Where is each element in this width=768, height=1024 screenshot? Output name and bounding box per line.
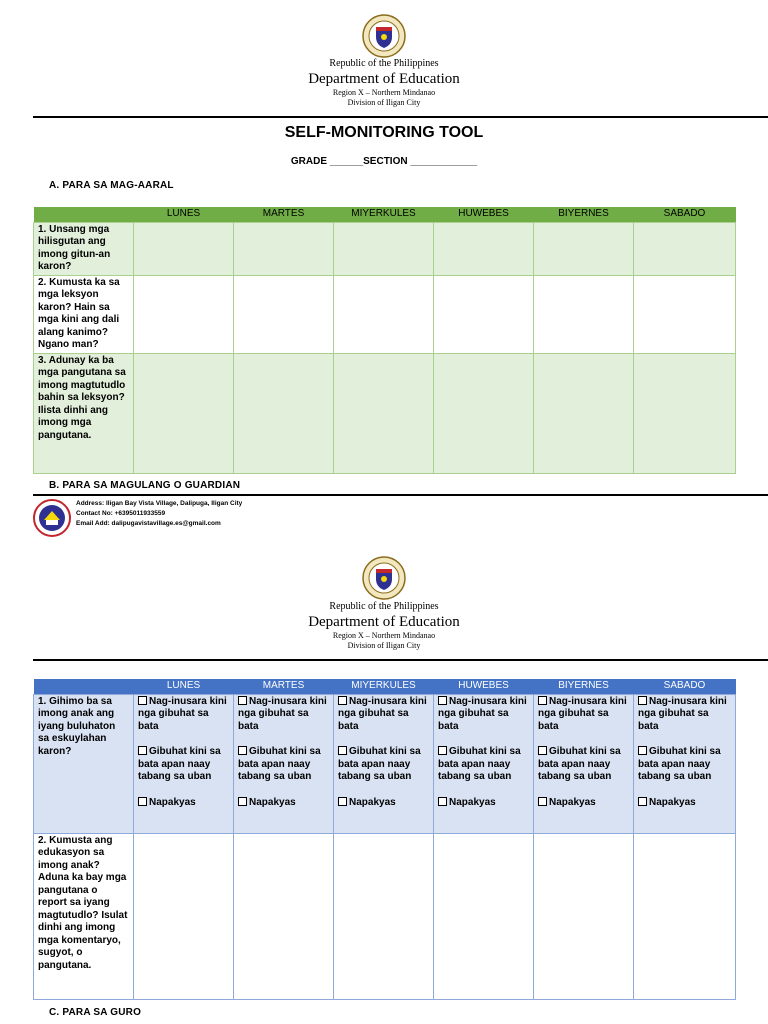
- option-label: Napakyas: [449, 796, 496, 808]
- option-item: [238, 746, 329, 784]
- checkbox[interactable]: [338, 696, 347, 705]
- option-label: Nag-inusara kini nga gibuhat sa bata: [238, 695, 327, 732]
- options-cell: [234, 694, 334, 833]
- options-cell: [634, 694, 736, 833]
- answer-cell[interactable]: [134, 353, 234, 473]
- day-header: MIYERKULES: [334, 679, 434, 694]
- option-item: [438, 797, 529, 810]
- school-logo-icon: [33, 499, 71, 537]
- answer-cell[interactable]: [334, 275, 434, 353]
- region-text: Region X – Northern Mindanao: [332, 88, 436, 97]
- question-cell: 1. Gihimo ba sa imong anak ang iyang buluhaton sa eskuylahan karon?: [34, 694, 134, 833]
- answer-cell[interactable]: [634, 275, 736, 353]
- answer-cell[interactable]: [434, 833, 534, 999]
- checkbox[interactable]: [638, 797, 647, 806]
- option-item: [338, 746, 429, 784]
- checkbox[interactable]: [338, 797, 347, 806]
- department-text: Department of Education: [308, 71, 460, 87]
- question-text: Ilista dinhi ang imong mga pangutana.: [38, 404, 109, 441]
- day-header: MARTES: [234, 679, 334, 694]
- checkbox[interactable]: [138, 696, 147, 705]
- option-item: [638, 746, 731, 784]
- option-label: Nag-inusara kini nga gibuhat sa bata: [538, 695, 627, 732]
- options-cell: [134, 694, 234, 833]
- table-header-row: [34, 207, 736, 222]
- deped-seal-icon: [362, 556, 406, 600]
- header-divider: [33, 659, 768, 661]
- option-item: [238, 696, 329, 734]
- day-header: LUNES: [134, 679, 234, 694]
- answer-cell[interactable]: [634, 222, 736, 275]
- checkbox[interactable]: [438, 797, 447, 806]
- option-label: Gibuhat kini sa bata apan naay tabang sa uban: [338, 746, 421, 782]
- day-header: LUNES: [134, 207, 234, 222]
- checkbox[interactable]: [238, 797, 247, 806]
- options-cell: [434, 694, 534, 833]
- header-divider: [33, 116, 768, 118]
- student-monitoring-table: [33, 207, 736, 474]
- option-item: [638, 797, 731, 810]
- answer-cell[interactable]: [234, 222, 334, 275]
- question-text: 3. Adunay ka ba mga pangutana sa imong magtutudlo bahin sa leksyon?: [38, 354, 126, 403]
- options-cell: [534, 694, 634, 833]
- checkbox[interactable]: [238, 696, 247, 705]
- parent-monitoring-table: [33, 679, 736, 1000]
- checkbox[interactable]: [538, 696, 547, 705]
- option-item: [538, 797, 629, 810]
- option-label: Nag-inusara kini nga gibuhat sa bata: [338, 695, 427, 732]
- checkbox[interactable]: [238, 746, 247, 755]
- answer-cell[interactable]: [534, 833, 634, 999]
- option-item: [338, 696, 429, 734]
- section-c-heading: C. PARA SA GURO: [49, 1007, 142, 1018]
- checkbox[interactable]: [138, 797, 147, 806]
- table-row: [34, 833, 736, 999]
- option-label: Gibuhat kini sa bata apan naay tabang sa uban: [638, 746, 721, 782]
- answer-cell[interactable]: [334, 833, 434, 999]
- answer-cell[interactable]: [634, 833, 736, 999]
- answer-cell[interactable]: [234, 275, 334, 353]
- republic-text: Republic of the Philippines: [329, 58, 439, 69]
- day-header: HUWEBES: [434, 679, 534, 694]
- day-header: SABADO: [634, 207, 736, 222]
- day-header: MIYERKULES: [334, 207, 434, 222]
- question-cell: 1. Unsang mga hilisgutan ang imong gitun-an karon?: [34, 222, 134, 275]
- table-row: [34, 353, 736, 473]
- option-item: [438, 746, 529, 784]
- division-text: Division of Iligan City: [347, 641, 421, 650]
- footer-divider: [33, 494, 768, 496]
- answer-cell[interactable]: [534, 222, 634, 275]
- option-item: [638, 696, 731, 734]
- table-row: [34, 222, 736, 275]
- option-label: Gibuhat kini sa bata apan naay tabang sa uban: [538, 746, 621, 782]
- section-b-heading: B. PARA SA MAGULANG O GUARDIAN: [49, 480, 241, 491]
- option-label: Gibuhat kini sa bata apan naay tabang sa uban: [238, 746, 321, 782]
- checkbox[interactable]: [438, 746, 447, 755]
- region-text: Region X – Northern Mindanao: [332, 631, 436, 640]
- day-header: BIYERNES: [534, 679, 634, 694]
- answer-cell[interactable]: [634, 353, 736, 473]
- section-a-heading: A. PARA SA MAG-AARAL: [49, 180, 174, 191]
- checkbox[interactable]: [138, 746, 147, 755]
- checkbox[interactable]: [538, 797, 547, 806]
- footer-email: Email Add: dalipugavistavillage.es@gmail.com: [76, 520, 221, 527]
- question-cell: 2. Kumusta ka sa mga leksyon karon? Hain sa mga kini ang dali alang kanimo? Ngano man?: [34, 275, 134, 353]
- checkbox[interactable]: [638, 746, 647, 755]
- page-title: SELF-MONITORING TOOL: [284, 124, 484, 141]
- table-row: [34, 275, 736, 353]
- header-corner: [34, 207, 134, 222]
- option-label: Nag-inusara kini nga gibuhat sa bata: [438, 695, 527, 732]
- option-label: Napakyas: [649, 796, 696, 808]
- option-item: [138, 696, 229, 734]
- options-cell: [334, 694, 434, 833]
- answer-cell[interactable]: [534, 353, 634, 473]
- option-item: [338, 797, 429, 810]
- option-label: Gibuhat kini sa bata apan naay tabang sa uban: [138, 746, 221, 782]
- answer-cell[interactable]: [334, 222, 434, 275]
- option-item: [238, 797, 329, 810]
- table-row: [34, 694, 736, 833]
- answer-cell[interactable]: [534, 275, 634, 353]
- department-text: Department of Education: [308, 614, 460, 630]
- checkbox[interactable]: [438, 696, 447, 705]
- deped-seal-icon: [362, 14, 406, 58]
- answer-cell[interactable]: [434, 275, 534, 353]
- option-item: [538, 746, 629, 784]
- checkbox[interactable]: [538, 746, 547, 755]
- option-label: Nag-inusara kini nga gibuhat sa bata: [138, 695, 227, 732]
- day-header: BIYERNES: [534, 207, 634, 222]
- answer-cell[interactable]: [334, 353, 434, 473]
- option-label: Napakyas: [149, 796, 196, 808]
- option-label: Napakyas: [349, 796, 396, 808]
- answer-cell[interactable]: [134, 275, 234, 353]
- republic-text: Republic of the Philippines: [329, 601, 439, 612]
- answer-cell[interactable]: [434, 222, 534, 275]
- question-cell: [34, 353, 134, 473]
- option-label: Nag-inusara kini nga gibuhat sa bata: [638, 695, 727, 732]
- grade-section-line: GRADE ______SECTION ____________: [290, 156, 478, 167]
- answer-cell[interactable]: [234, 353, 334, 473]
- answer-cell[interactable]: [234, 833, 334, 999]
- option-item: [438, 696, 529, 734]
- option-item: [138, 746, 229, 784]
- checkbox[interactable]: [338, 746, 347, 755]
- option-label: Napakyas: [549, 796, 596, 808]
- day-header: MARTES: [234, 207, 334, 222]
- day-header: HUWEBES: [434, 207, 534, 222]
- option-item: [538, 696, 629, 734]
- option-item: [138, 797, 229, 810]
- footer-address: Address: Iligan Bay Vista Village, Dalipuga, Iligan City: [76, 500, 243, 507]
- footer-contact: Contact No: +6395011933559: [76, 510, 166, 517]
- checkbox[interactable]: [638, 696, 647, 705]
- answer-cell[interactable]: [134, 833, 234, 999]
- division-text: Division of Iligan City: [347, 98, 421, 107]
- day-header: SABADO: [634, 679, 736, 694]
- option-label: Gibuhat kini sa bata apan naay tabang sa uban: [438, 746, 521, 782]
- answer-cell[interactable]: [134, 222, 234, 275]
- answer-cell[interactable]: [434, 353, 534, 473]
- option-label: Napakyas: [249, 796, 296, 808]
- question-cell: 2. Kumusta ang edukasyon sa imong anak? Aduna ka bay mga pangutana o report sa iyang magtutudlo? Isulat dinhi ang imong mga komentaryo, sugyot, o pangutana.: [34, 833, 134, 999]
- table-header-row: [34, 679, 736, 694]
- header-corner: [34, 679, 134, 694]
